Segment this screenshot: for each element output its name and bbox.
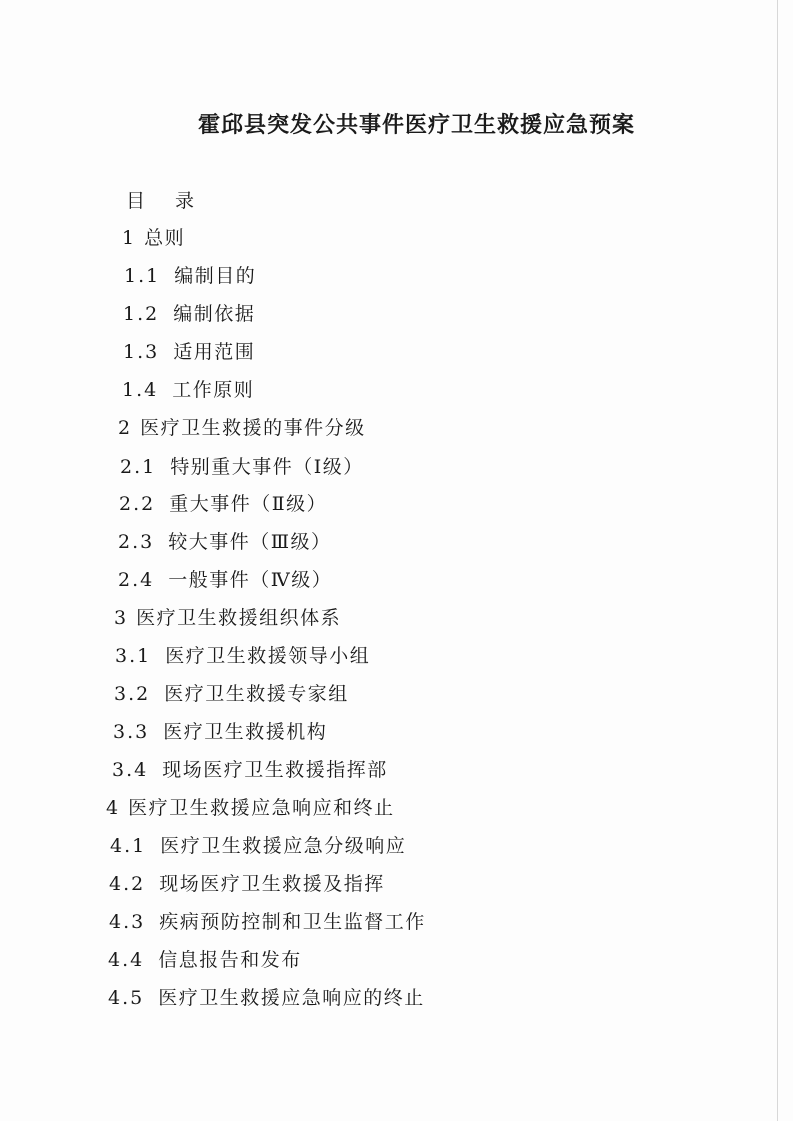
toc-item-number: 3.3 [113, 721, 150, 743]
toc-item-text: 较大事件（Ⅲ级） [168, 531, 332, 553]
toc-item [122, 375, 254, 402]
toc-item [120, 452, 364, 479]
toc-item-number: 4.3 [109, 911, 146, 933]
toc-item-number: 2 [118, 417, 133, 439]
toc-item-text: 编制目的 [174, 265, 257, 287]
toc-item-text: 医疗卫生救援应急分级响应 [160, 835, 407, 857]
toc-item-number: 1.4 [122, 379, 159, 401]
toc-item-number: 4.2 [109, 873, 146, 895]
toc-item-text: 医疗卫生救援组织体系 [136, 607, 342, 629]
toc-item-text: 工作原则 [172, 379, 255, 401]
toc-item [124, 261, 256, 288]
toc-item-text: 重大事件（Ⅱ级） [169, 493, 328, 515]
toc-item-text: 适用范围 [173, 341, 256, 363]
toc-item-number: 4.5 [108, 987, 145, 1009]
toc-item [109, 869, 385, 896]
toc-item-number: 1.3 [123, 341, 160, 363]
toc-item [108, 983, 425, 1010]
toc-item [119, 489, 327, 516]
toc-item-text: 疾病预防控制和卫生监督工作 [159, 911, 426, 933]
toc-item-number: 3.2 [114, 683, 151, 705]
toc-item [118, 527, 332, 554]
toc-item [108, 945, 302, 972]
document-title: 霍邱县突发公共事件医疗卫生救援应急预案 [197, 112, 635, 138]
toc-item-text: 医疗卫生救援应急响应和终止 [128, 797, 395, 819]
toc-item [112, 755, 388, 782]
toc-item [122, 223, 185, 250]
toc-item-number: 3.4 [112, 759, 149, 781]
toc-item [110, 831, 406, 858]
toc-item-text: 现场医疗卫生救援指挥部 [162, 759, 388, 781]
toc-item-text: 医疗卫生救援的事件分级 [140, 417, 366, 439]
toc-item [123, 299, 255, 326]
toc-item-text: 现场医疗卫生救援及指挥 [159, 873, 385, 895]
toc-item-number: 2.2 [119, 493, 156, 515]
toc-item-number: 1.1 [124, 265, 161, 287]
toc-item-text: 医疗卫生救援专家组 [164, 683, 349, 705]
toc-item-text: 一般事件（Ⅳ级） [168, 569, 333, 591]
toc-heading: 目 录 [126, 190, 207, 212]
toc-item-number: 2.3 [118, 531, 155, 553]
toc-item-number: 3.1 [115, 645, 152, 667]
toc-item-text: 医疗卫生救援领导小组 [165, 645, 371, 667]
toc-item-number: 1.2 [123, 303, 160, 325]
toc-item-number: 3 [114, 607, 129, 629]
toc-item [118, 565, 332, 592]
toc-item-text: 信息报告和发布 [158, 949, 302, 971]
toc-item-number: 1 [122, 227, 137, 249]
toc-item [118, 413, 366, 440]
toc-item-number: 2.1 [120, 456, 157, 478]
page-edge-line [777, 0, 778, 1121]
toc-item [109, 907, 426, 934]
toc-item-number: 2.4 [118, 569, 155, 591]
toc-item-text: 医疗卫生救援机构 [163, 721, 328, 743]
toc-item-number: 4.4 [108, 949, 145, 971]
toc-item [115, 641, 370, 668]
toc-item [106, 793, 395, 820]
toc-item-number: 4.1 [110, 835, 147, 857]
toc-item [123, 337, 255, 364]
toc-item-text: 总则 [144, 227, 186, 249]
toc-item [113, 717, 327, 744]
toc-item [114, 679, 349, 706]
toc-item [114, 603, 341, 630]
toc-item-text: 医疗卫生救援应急响应的终止 [158, 987, 425, 1009]
toc-item-text: 编制依据 [173, 303, 256, 325]
toc-item-text: 特别重大事件（Ⅰ级） [170, 456, 364, 478]
toc-item-number: 4 [106, 797, 121, 819]
